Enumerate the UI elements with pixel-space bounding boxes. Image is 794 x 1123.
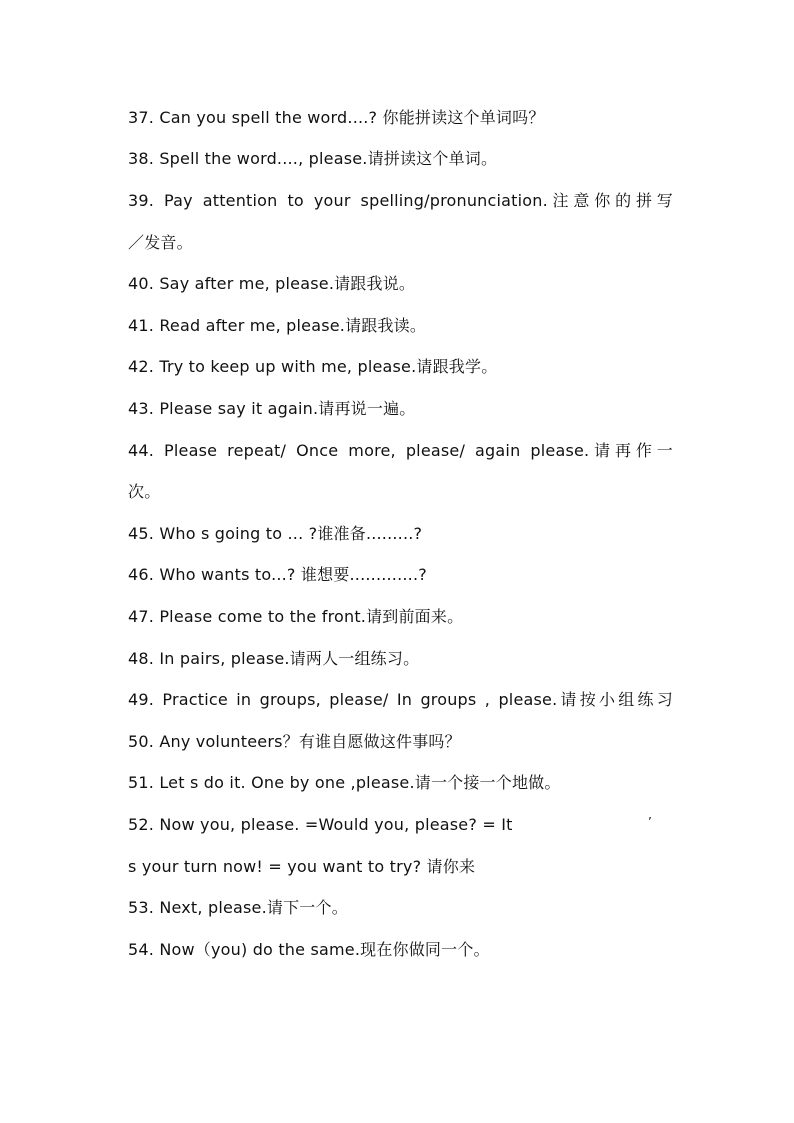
phrase-line-41: 41. Read after me, please.请跟我读。 — [128, 316, 427, 335]
phrase-line-54: 54. Now（you) do the same.现在你做同一个。 — [128, 940, 490, 959]
phrase-line-49: 49. Practice in groups, please/ In groups , please.请按小组练习 — [128, 690, 673, 709]
phrase-line-50: 50. Any volunteers？有谁自愿做这件事吗？ — [128, 732, 461, 751]
stray-apostrophe: ’ — [648, 815, 652, 829]
phrase-line-48: 48. In pairs, please.请两人一组练习。 — [128, 649, 420, 668]
phrase-line-52-continued: s your turn now! = you want to try? 请你来 — [128, 857, 476, 876]
phrase-line-40: 40. Say after me, please.请跟我说。 — [128, 274, 416, 293]
phrase-line-43: 43. Please say it again.请再说一遍。 — [128, 399, 416, 418]
phrase-line-39-continued: ／发音。 — [128, 233, 193, 252]
phrase-line-38: 38. Spell the word...., please.请拼读这个单词。 — [128, 149, 498, 168]
phrase-line-44: 44. Please repeat/ Once more, please/ again please.请再作一 — [128, 441, 673, 460]
phrase-line-51: 51. Let s do it. One by one ,please.请一个接一个地做。 — [128, 773, 561, 792]
phrase-line-46: 46. Who wants to...? 谁想要.............? — [128, 565, 427, 584]
phrase-line-42: 42. Try to keep up with me, please.请跟我学。 — [128, 357, 498, 376]
phrase-line-39: 39. Pay attention to your spelling/pronunciation.注意你的拼写 — [128, 191, 673, 210]
phrase-line-52: 52. Now you, please. =Would you, please? = It — [128, 815, 513, 834]
phrase-line-53: 53. Next, please.请下一个。 — [128, 898, 348, 917]
phrase-line-44-continued: 次。 — [128, 482, 161, 501]
phrase-line-45: 45. Who s going to ... ?谁准备.........? — [128, 524, 423, 543]
phrase-line-37: 37. Can you spell the word....? 你能拼读这个单词吗？ — [128, 108, 545, 127]
phrase-line-47: 47. Please come to the front.请到前面来。 — [128, 607, 464, 626]
